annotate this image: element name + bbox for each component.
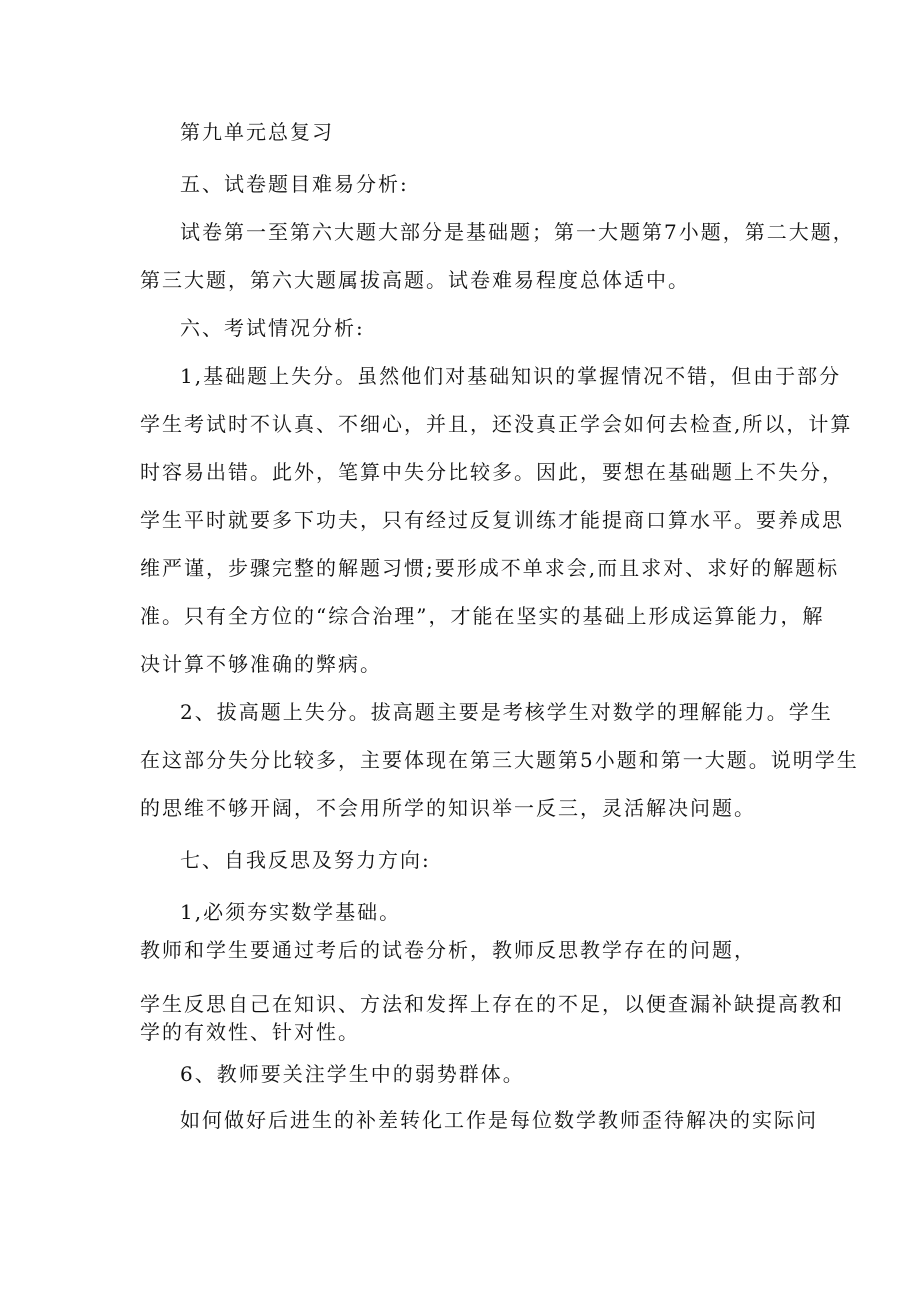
section-5-heading: 五、试卷题目难易分析: [180, 172, 409, 196]
section-7-point-1-line-1: 教师和学生要通过考后的试卷分析，教师反思教学存在的问题， [140, 938, 756, 962]
section-6-point-1-line-6: 准。只有全方位的“综合治理”，才能在坚实的基础上形成运算能力，解 [140, 604, 825, 628]
section-6-point-1-line-3: 时容易出错。此外，笔算中失分比较多。因此，要想在基础题上不失分， [140, 460, 844, 484]
section-7-point-6-line-1: 如何做好后进生的补差转化工作是每位数学教师歪待解决的实际问 [180, 1108, 818, 1132]
section-6-point-1-line-2: 学生考试时不认真、不细心，并且，还没真正学会如何去检查,所以，计算 [140, 412, 853, 436]
section-6-point-2-line-1: 2、拔高题上失分。拔高题主要是考核学生对数学的理解能力。学生 [180, 700, 833, 724]
section-7-point-6-title: 6、教师要关注学生中的弱势群体。 [180, 1062, 525, 1086]
section-5-line-1: 试卷第一至第六大题大部分是基础题；第一大题第7小题，第二大题， [180, 220, 855, 244]
section-7-heading: 七、自我反思及努力方向: [180, 848, 431, 872]
section-5-line-2: 第三大题，第六大题属拔高题。试卷难易程度总体适中。 [140, 268, 690, 292]
section-6-point-2-line-3: 的思维不够开阔，不会用所学的知识举一反三，灵活解决问题。 [140, 796, 756, 820]
page-title: 第九单元总复习 [180, 120, 334, 144]
section-6-point-1-line-5: 维严谨，步骤完整的解题习惯;要形成不单求会,而且求对、求好的解题标 [140, 556, 840, 580]
section-6-point-1-line-1: 1,基础题上失分。虽然他们对基础知识的掌握情况不错，但由于部分 [180, 364, 842, 388]
section-7-point-1-title: 1,必须夯实数学基础。 [180, 900, 402, 924]
section-6-point-2-line-2: 在这部分失分比较多，主要体现在第三大题第5小题和第一大题。说明学生 [140, 748, 859, 772]
section-7-point-1-line-2: 学生反思自己在知识、方法和发挥上存在的不足，以便查漏补缺提高教和 [140, 992, 844, 1016]
section-6-heading: 六、考试情况分析: [180, 316, 365, 340]
section-6-point-1-line-7: 决计算不够准确的弊病。 [140, 652, 382, 676]
section-7-point-1-line-3: 学的有效性、针对性。 [140, 1020, 360, 1044]
section-6-point-1-line-4: 学生平时就要多下功夫，只有经过反复训练才能提商口算水平。要养成思 [140, 508, 844, 532]
